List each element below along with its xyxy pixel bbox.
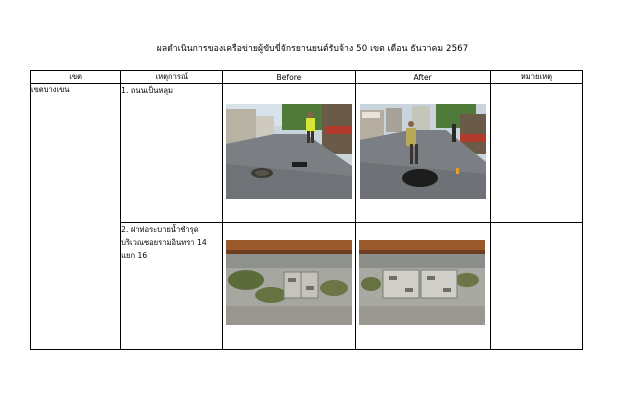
district-cell: เขตบางเขน: [31, 84, 121, 350]
note-cell-drain-cover: [490, 223, 582, 350]
before-photo-pothole: [226, 104, 352, 199]
before-photo-drain-cover: [226, 240, 352, 325]
after-photo-cell-drain-cover: [355, 223, 490, 350]
header-row: [31, 71, 583, 84]
after-photo-cell-pothole: [355, 84, 490, 223]
event-cell-drain-cover: 2. ฝาท่อระบายน้ำชำรุด บริเวณซอยรามอินทรา 14 แยก 16: [121, 223, 223, 350]
before-photo-cell-drain-cover: [223, 223, 355, 350]
note-cell-pothole: [490, 84, 582, 223]
after-photo-drain-cover: [359, 240, 485, 325]
header-after: After: [355, 71, 490, 84]
table-row: [31, 84, 583, 223]
event-cell-pothole: 1. ถนนเป็นหลุม: [121, 84, 223, 223]
document-title: ผลดำเนินการของเครือข่ายผู้ขับขี่จักรยานยนต์รับจ้าง 50 เขต เดือน ธันวาคม 2567: [156, 44, 469, 54]
header-event: เหตุการณ์: [121, 71, 223, 84]
header-district: เขต: [31, 71, 121, 84]
before-photo-cell-pothole: [223, 84, 355, 223]
header-before: Before: [223, 71, 355, 84]
header-note: หมายเหตุ: [490, 71, 582, 84]
after-photo-pothole: [360, 104, 486, 199]
report-table: [30, 70, 583, 350]
